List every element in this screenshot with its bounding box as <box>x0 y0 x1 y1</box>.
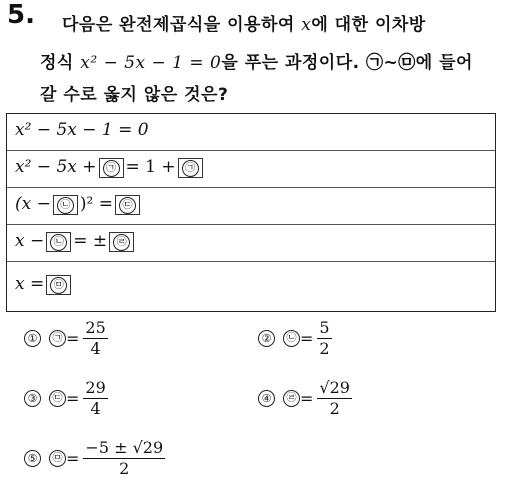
work-row-2 <box>7 151 495 188</box>
question-line-1-post: 에 대한 이차방 <box>311 15 426 35</box>
choice-symbol: ㉤ <box>49 450 66 467</box>
question-line-2 <box>40 48 473 73</box>
question-line-2-pre: 정식 <box>40 53 81 73</box>
blank-symbol: ㉢ <box>119 197 136 214</box>
blank-box <box>53 195 78 215</box>
question-line-1 <box>62 10 426 35</box>
choice-equals: = <box>66 449 80 468</box>
blank-box <box>46 275 71 295</box>
choice-symbol: ㉡ <box>283 330 300 347</box>
work-equation-2 <box>15 157 205 178</box>
work-row-1 <box>7 114 495 151</box>
work-row-5 <box>7 262 495 311</box>
work-3-left: (x − <box>15 194 51 214</box>
choice-numerator: −5 ± √29 <box>85 438 164 457</box>
choice-equals: = <box>300 389 314 408</box>
work-equation-3 <box>15 194 142 215</box>
choice-numerator: 25 <box>85 318 106 337</box>
choice-fraction <box>317 318 331 359</box>
choice-denominator: 4 <box>90 339 101 358</box>
work-2-mid: = 1 + <box>125 157 176 177</box>
question-line-1-var: x <box>301 15 312 35</box>
choice-equals: = <box>300 329 314 348</box>
choice-denominator: 2 <box>119 459 130 478</box>
choice-symbol: ㉢ <box>49 390 66 407</box>
choice-symbol: ㉠ <box>49 330 66 347</box>
blank-box <box>178 158 203 178</box>
choice-numerator: 5 <box>319 318 330 337</box>
blank-symbol: ㉠ <box>103 160 120 177</box>
choice-denominator: 2 <box>319 339 330 358</box>
choice-5[interactable] <box>24 438 165 479</box>
blank-symbol: ㉡ <box>50 234 67 251</box>
work-5-left: x = <box>15 274 45 294</box>
choice-fraction <box>83 378 107 419</box>
work-2-left: x² − 5x + <box>15 157 97 177</box>
question-line-3: 갈 수로 옳지 않은 것은? <box>40 85 229 105</box>
work-3-mid: )² = <box>79 194 113 214</box>
work-equation-1: x² − 5x − 1 = 0 <box>15 120 149 140</box>
question-number: 5. <box>7 0 35 30</box>
work-equation-5 <box>15 274 73 295</box>
choice-fraction <box>317 378 352 419</box>
blank-symbol: ㉠ <box>182 160 199 177</box>
blank-symbol: ㉣ <box>113 234 130 251</box>
work-4-mid: = ± <box>73 231 108 251</box>
choice-number: ⑤ <box>24 450 41 467</box>
blank-box <box>46 232 71 252</box>
choice-number: ① <box>24 330 41 347</box>
choice-number: ② <box>258 330 275 347</box>
choice-denominator: 4 <box>90 399 101 418</box>
question-line-1-pre: 다음은 완전제곱식을 이용하여 <box>62 15 302 35</box>
choice-4[interactable] <box>258 378 352 419</box>
choice-number: ③ <box>24 390 41 407</box>
work-4-left: x − <box>15 231 45 251</box>
choice-fraction <box>83 438 165 479</box>
solution-process-box <box>6 113 496 312</box>
blank-box <box>115 195 140 215</box>
choice-1[interactable] <box>24 318 108 359</box>
work-row-3 <box>7 188 495 225</box>
work-equation-4 <box>15 231 136 252</box>
choice-equals: = <box>66 329 80 348</box>
choice-fraction <box>83 318 107 359</box>
choice-3[interactable] <box>24 378 108 419</box>
choice-symbol: ㉣ <box>283 390 300 407</box>
blank-symbol: ㉤ <box>50 277 67 294</box>
choice-equals: = <box>66 389 80 408</box>
choice-denominator: 2 <box>329 399 340 418</box>
blank-box <box>99 158 124 178</box>
choice-numerator: √29 <box>319 378 350 397</box>
work-row-4 <box>7 225 495 262</box>
blank-symbol: ㉡ <box>57 197 74 214</box>
choice-2[interactable] <box>258 318 332 359</box>
blank-box <box>109 232 134 252</box>
question-line-2-post: 을 푸는 과정이다. ㉠~㉤에 들어 <box>221 53 473 73</box>
choice-number: ④ <box>258 390 275 407</box>
question-line-2-eq: x² − 5x − 1 = 0 <box>80 53 222 73</box>
choice-numerator: 29 <box>85 378 106 397</box>
